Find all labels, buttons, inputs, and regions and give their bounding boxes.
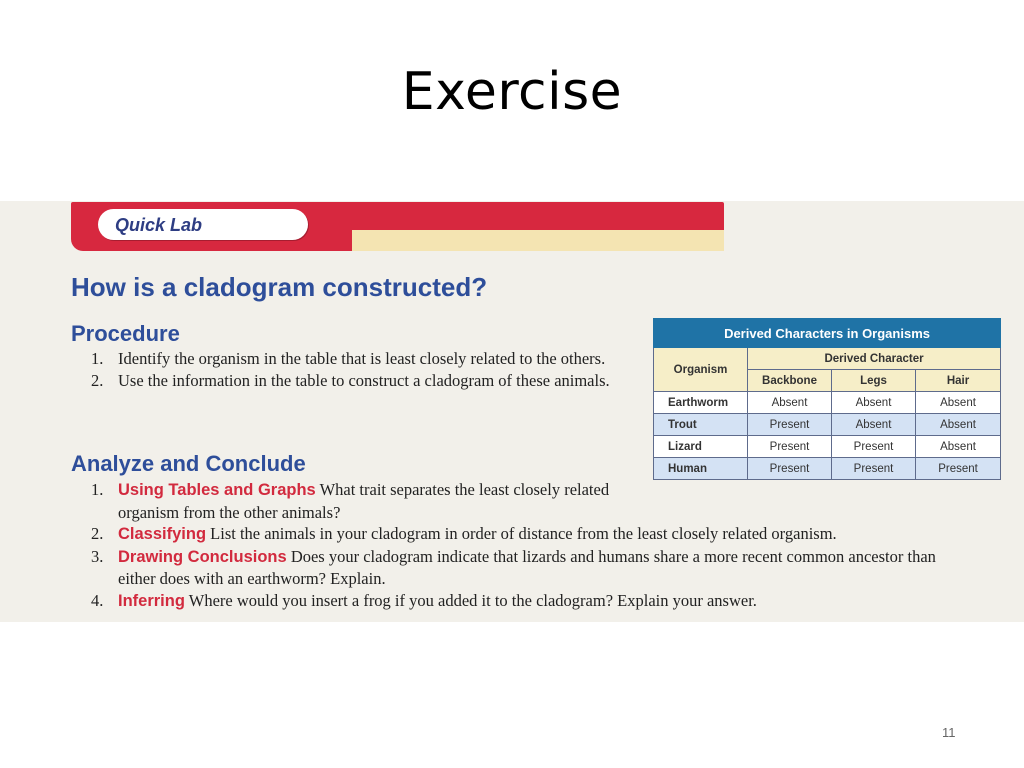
table-cell: Present xyxy=(832,458,916,480)
step-keyword: Using Tables and Graphs xyxy=(118,481,316,499)
procedure-step xyxy=(91,348,636,370)
table-row xyxy=(654,458,1001,480)
table-cell: Present xyxy=(748,436,832,458)
analyze-heading: Analyze and Conclude xyxy=(71,451,306,476)
lab-heading: How is a cladogram constructed? xyxy=(71,272,488,302)
page-number: 11 xyxy=(942,725,956,740)
analyze-step xyxy=(91,546,968,590)
table-row xyxy=(654,436,1001,458)
step-text: What trait separates the least closely related organism from the other animals? xyxy=(118,480,610,522)
analyze-list xyxy=(91,479,968,612)
organism-column-header: Organism xyxy=(654,348,748,392)
analyze-step xyxy=(91,479,630,523)
banner-accent-strip xyxy=(352,230,724,251)
textbook-scan xyxy=(0,201,1024,622)
step-keyword: Inferring xyxy=(118,591,185,610)
step-text: List the animals in your cladogram in order of distance from the least closely related organism. xyxy=(210,524,837,543)
step-number: 4. xyxy=(91,590,104,610)
procedure-list xyxy=(91,348,636,391)
step-number: 1. xyxy=(91,349,104,368)
step-number: 1. xyxy=(91,480,104,499)
procedure-step xyxy=(91,370,636,392)
column-header: Legs xyxy=(832,370,916,392)
procedure-heading: Procedure xyxy=(71,321,180,346)
step-text: Where would you insert a frog if you added it to the cladogram? Explain your answer. xyxy=(188,590,757,610)
table-cell: Absent xyxy=(916,436,1001,458)
quick-lab-label: Quick Lab xyxy=(115,215,203,235)
table-cell: Absent xyxy=(748,392,832,414)
column-header: Hair xyxy=(916,370,1001,392)
quick-lab-label-pill xyxy=(98,209,308,240)
table-cell: Present xyxy=(832,436,916,458)
step-number: 2. xyxy=(91,370,104,390)
table-cell: Absent xyxy=(916,414,1001,436)
table-cell: Present xyxy=(916,458,1001,480)
table-row xyxy=(654,414,1001,436)
step-number: 2. xyxy=(91,524,104,543)
organism-cell: Trout xyxy=(654,414,748,436)
table-cell: Absent xyxy=(832,392,916,414)
table-caption: Derived Characters in Organisms xyxy=(654,319,1001,348)
table-cell: Absent xyxy=(832,414,916,436)
step-number: 3. xyxy=(91,546,104,566)
organism-cell: Human xyxy=(654,458,748,480)
table-cell: Present xyxy=(748,414,832,436)
step-text: Does your cladogram indicate that lizards and humans share a more recent common ancestor than either does with an earthworm? Explain. xyxy=(118,546,936,588)
derived-characters-table xyxy=(653,318,1001,480)
table-row xyxy=(654,392,1001,414)
slide-title: Exercise xyxy=(401,62,623,122)
column-header: Backbone xyxy=(748,370,832,392)
derived-character-group-header: Derived Character xyxy=(748,348,1001,370)
step-keyword: Classifying xyxy=(118,525,207,543)
analyze-step xyxy=(91,523,968,546)
table-cell: Absent xyxy=(916,392,1001,414)
organism-cell: Lizard xyxy=(654,436,748,458)
analyze-step xyxy=(91,590,968,613)
organism-cell: Earthworm xyxy=(654,392,748,414)
step-text: Identify the organism in the table that is least closely related to the others. xyxy=(118,349,606,368)
step-text: Use the information in the table to construct a cladogram of these animals. xyxy=(118,370,610,390)
table-cell: Present xyxy=(748,458,832,480)
step-keyword: Drawing Conclusions xyxy=(118,547,287,566)
